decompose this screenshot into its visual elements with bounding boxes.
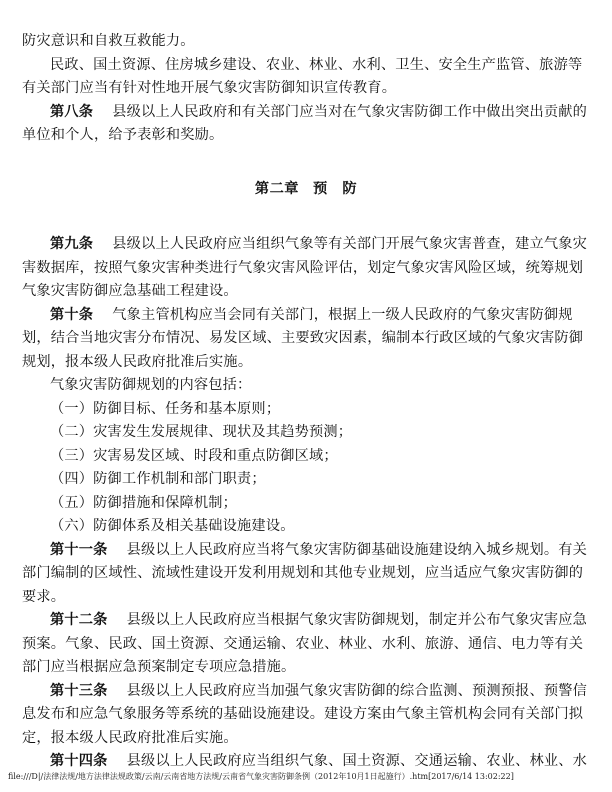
article-14 [22, 750, 590, 774]
article-text: 气象主管机构应当会同有关部门，根据上一级人民政府的气象灾害防御规划，结合当地灾害分布情况、易发区域、主要致灾因素，编制本行政区域的气象灾害防御规划，报本级人民政府批准后实施。 [22, 306, 584, 370]
page-footer-path: file:///D|/法律法规/地方法律法规政策/云南/云南省地方法规/云南省气象灾害防御条例（2012年10月1日起施行）.htm[2017/6/14 13:02:22] [8, 772, 514, 781]
plan-item-3 [22, 445, 590, 469]
article-11 [22, 539, 590, 610]
list-item-text: （一）防御目标、任务和基本原则； [50, 400, 281, 417]
article-13 [22, 680, 590, 751]
article-text: 县级以上人民政府应当根据气象灾害防御规划，制定并公布气象灾害应急预案。气象、民政、国土资源、交通运输、农业、林业、水利、旅游、通信、电力等有关部门应当根据应急预案制定专项应急措施。 [22, 612, 588, 675]
plan-item-6 [22, 515, 590, 539]
list-item-text: （二）灾害发生发展规律、现状及其趋势预测； [50, 424, 353, 440]
article-number: 第十一条 [50, 541, 108, 558]
article-text: 县级以上人民政府和有关部门应当对在气象灾害防御工作中做出突出贡献的单位和个人，给予表彰和奖励。 [22, 103, 588, 143]
article-number: 第九条 [50, 236, 94, 252]
document-body [22, 30, 590, 774]
plan-item-1 [22, 398, 590, 422]
paragraph-top-1 [22, 30, 590, 54]
article-text: 县级以上人民政府应当加强气象灾害防御的综合监测、预测预报、预警信息发布和应急气象服务等系统的基础设施建设。建设方案由气象主管机构会同有关部门拟定，报本级人民政府批准后实施。 [22, 682, 588, 746]
article-number: 第十二条 [50, 612, 108, 628]
list-item-text: （四）防御工作机制和部门职责； [50, 471, 266, 487]
article-8 [22, 101, 590, 148]
article-10 [22, 304, 590, 375]
chapter-heading [22, 178, 590, 202]
chapter-title: 预 防 [313, 180, 358, 197]
article-9 [22, 233, 590, 304]
paragraph-text: 民政、国土资源、住房城乡建设、农业、林业、水利、卫生、安全生产监管、旅游等有关部门应当有针对性地开展气象灾害防御知识宣传教育。 [22, 56, 583, 96]
list-item-text: （五）防御措施和保障机制； [50, 494, 238, 511]
plan-item-5 [22, 492, 590, 516]
article-text: 县级以上人民政府应当组织气象等有关部门开展气象灾害普查，建立气象灾害数据库，按照气象灾害种类进行气象灾害风险评估，划定气象灾害风险区域，统筹规划气象灾害防御应急基础工程建设。 [22, 236, 588, 299]
article-12 [22, 609, 590, 680]
plan-contents-intro [22, 374, 590, 398]
paragraph-top-2 [22, 54, 590, 101]
paragraph-text: 气象灾害防御规划的内容包括： [50, 377, 252, 393]
list-item-text: （六）防御体系及相关基础设施建设。 [50, 518, 295, 534]
article-text: 县级以上人民政府应当将气象灾害防御基础设施建设纳入城乡规划。有关部门编制的区域性、流域性建设开发利用规划和其他专业规划，应当适应气象灾害防御的要求。 [22, 541, 588, 605]
plan-item-4 [22, 468, 590, 492]
article-number: 第十条 [50, 306, 94, 323]
chapter-number: 第二章 [254, 180, 299, 197]
plan-item-2 [22, 421, 590, 445]
list-item-text: （三）灾害易发区域、时段和重点防御区域； [50, 447, 338, 464]
article-number: 第十四条 [50, 753, 108, 769]
article-number: 第八条 [50, 103, 94, 120]
paragraph-text: 防灾意识和自救互救能力。 [22, 33, 195, 49]
article-text: 县级以上人民政府应当组织气象、国土资源、交通运输、农业、林业、水 [126, 753, 588, 769]
article-number: 第十三条 [50, 682, 108, 699]
